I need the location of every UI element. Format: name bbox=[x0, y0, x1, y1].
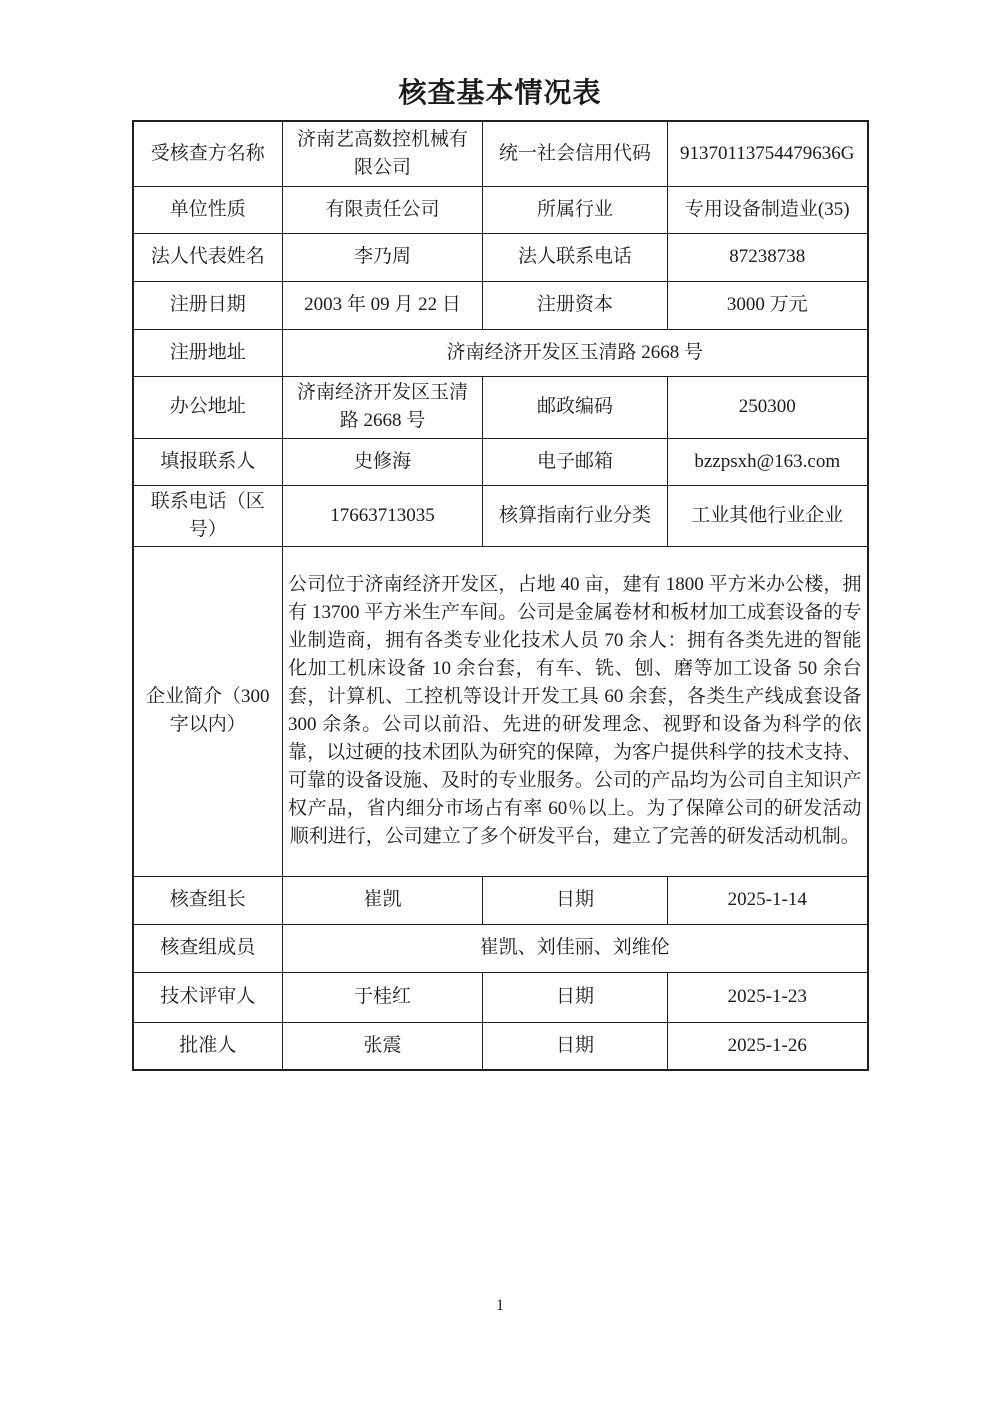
accounting-industry-label: 核算指南行业分类 bbox=[483, 485, 668, 546]
industry-label: 所属行业 bbox=[483, 186, 668, 233]
postal-code-value: 250300 bbox=[668, 376, 868, 438]
contact-phone-value: 17663713035 bbox=[283, 485, 483, 546]
row-company-name bbox=[133, 121, 868, 186]
register-capital-label: 注册资本 bbox=[483, 281, 668, 329]
accounting-industry-value: 工业其他行业企业 bbox=[668, 485, 868, 546]
row-audit-members bbox=[133, 924, 868, 972]
office-address-value: 济南经济开发区玉清路 2668 号 bbox=[283, 376, 483, 438]
approver-value: 张震 bbox=[283, 1022, 483, 1070]
company-profile-label: 企业简介（300字以内） bbox=[133, 546, 283, 876]
technical-reviewer-date-label: 日期 bbox=[483, 972, 668, 1022]
audit-leader-value: 崔凯 bbox=[283, 876, 483, 924]
approver-date-value: 2025-1-26 bbox=[668, 1022, 868, 1070]
unit-type-value: 有限责任公司 bbox=[283, 186, 483, 233]
register-date-value: 2003 年 09 月 22 日 bbox=[283, 281, 483, 329]
row-contact-person bbox=[133, 438, 868, 485]
postal-code-label: 邮政编码 bbox=[483, 376, 668, 438]
row-registered-address bbox=[133, 329, 868, 376]
row-unit-type bbox=[133, 186, 868, 233]
technical-reviewer-value: 于桂红 bbox=[283, 972, 483, 1022]
industry-value: 专用设备制造业(35) bbox=[668, 186, 868, 233]
contact-person-label: 填报联系人 bbox=[133, 438, 283, 485]
technical-reviewer-label: 技术评审人 bbox=[133, 972, 283, 1022]
row-contact-phone bbox=[133, 485, 868, 546]
row-audit-leader bbox=[133, 876, 868, 924]
row-technical-reviewer bbox=[133, 972, 868, 1022]
approver-date-label: 日期 bbox=[483, 1022, 668, 1070]
registered-address-value: 济南经济开发区玉清路 2668 号 bbox=[283, 329, 868, 376]
row-office-address bbox=[133, 376, 868, 438]
row-registration bbox=[133, 281, 868, 329]
company-name-value: 济南艺高数控机械有限公司 bbox=[283, 121, 483, 186]
audit-leader-date-label: 日期 bbox=[483, 876, 668, 924]
audit-members-label: 核查组成员 bbox=[133, 924, 283, 972]
row-approver bbox=[133, 1022, 868, 1070]
audit-leader-label: 核查组长 bbox=[133, 876, 283, 924]
page-title: 核查基本情况表 bbox=[398, 78, 602, 109]
unit-type-label: 单位性质 bbox=[133, 186, 283, 233]
audit-leader-date-value: 2025-1-14 bbox=[668, 876, 868, 924]
email-label: 电子邮箱 bbox=[483, 438, 668, 485]
row-company-profile bbox=[133, 546, 868, 876]
registered-address-label: 注册地址 bbox=[133, 329, 283, 376]
legal-rep-phone-label: 法人联系电话 bbox=[483, 233, 668, 281]
legal-rep-name-value: 李乃周 bbox=[283, 233, 483, 281]
legal-rep-name-label: 法人代表姓名 bbox=[133, 233, 283, 281]
credit-code-value: 91370113754479636G bbox=[668, 121, 868, 186]
contact-phone-label: 联系电话（区号） bbox=[133, 485, 283, 546]
contact-person-value: 史修海 bbox=[283, 438, 483, 485]
technical-reviewer-date-value: 2025-1-23 bbox=[668, 972, 868, 1022]
company-profile-text: 公司位于济南经济开发区，占地 40 亩，建有 1800 平方米办公楼，拥有 13700 平方米生产车间。公司是金属卷材和板材加工成套设备的专业制造商，拥有各类专业化技术人员 70 余人：拥有各类先进的智能化加工机床设备 10 余台套，有车、铣、刨、磨等加工设备 50 余台套，计算机、工控机等设计开发工具 60 余套，各类生产线成套设备 300 余条。公司以前沿、先进的研发理念、视野和设备为科学的依靠，以过硬的技术团队为研究的保障，为客户提供科学的技术支持、可靠的设备设施、及时的专业服务。公司的产品均为公司自主知识产权产品，省内细分市场占有率 60％以上。为了保障公司的研发活动顺利进行，公司建立了多个研发平台，建立了完善的研发活动机制。 bbox=[283, 546, 868, 876]
register-capital-value: 3000 万元 bbox=[668, 281, 868, 329]
office-address-label: 办公地址 bbox=[133, 376, 283, 438]
approver-label: 批准人 bbox=[133, 1022, 283, 1070]
audit-members-value: 崔凯、刘佳丽、刘维伦 bbox=[283, 924, 868, 972]
credit-code-label: 统一社会信用代码 bbox=[483, 121, 668, 186]
row-legal-representative bbox=[133, 233, 868, 281]
page-number: 1 bbox=[496, 1297, 504, 1314]
legal-rep-phone-value: 87238738 bbox=[668, 233, 868, 281]
company-name-label: 受核查方名称 bbox=[133, 121, 283, 186]
email-value: bzzpsxh@163.com bbox=[668, 438, 868, 485]
verification-info-table bbox=[132, 120, 869, 1071]
register-date-label: 注册日期 bbox=[133, 281, 283, 329]
